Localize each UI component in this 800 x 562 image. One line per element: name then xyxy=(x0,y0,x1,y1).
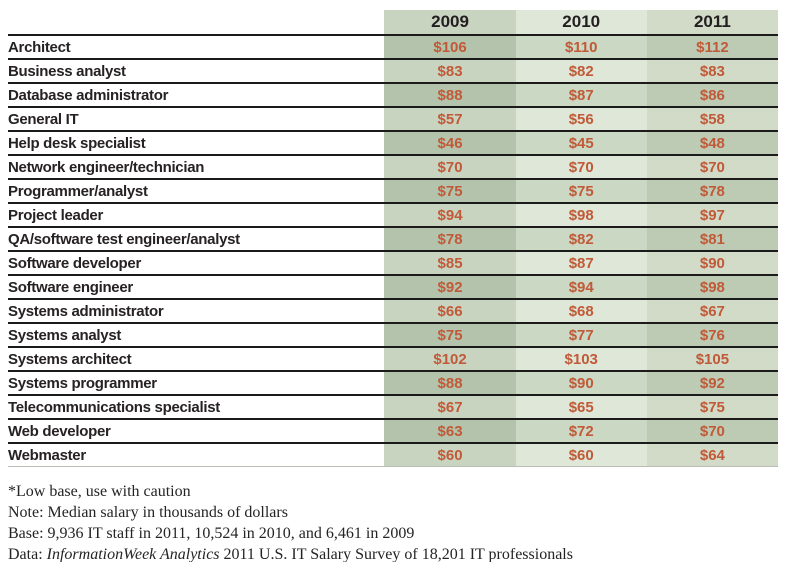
salary-cell: $90 xyxy=(647,251,778,275)
table-row xyxy=(8,227,778,251)
salary-cell: $97 xyxy=(647,203,778,227)
footnote-base-sizes: Base: 9,936 IT staff in 2011, 10,524 in 2010, and 6,461 in 2009 xyxy=(8,525,415,542)
salary-cell: $87 xyxy=(516,83,647,107)
table-row xyxy=(8,443,778,467)
table-row xyxy=(8,299,778,323)
salary-cell: $70 xyxy=(647,155,778,179)
table-header-row xyxy=(8,10,778,35)
table-row xyxy=(8,371,778,395)
row-label: Business analyst xyxy=(8,59,384,83)
salary-cell: $57 xyxy=(384,107,515,131)
salary-cell: $77 xyxy=(516,323,647,347)
salary-cell: $92 xyxy=(647,371,778,395)
row-label: QA/software test engineer/analyst xyxy=(8,227,384,251)
row-label: Database administrator xyxy=(8,83,384,107)
row-label: Software developer xyxy=(8,251,384,275)
salary-cell: $98 xyxy=(647,275,778,299)
salary-cell: $98 xyxy=(516,203,647,227)
row-label: Systems architect xyxy=(8,347,384,371)
row-label: Systems administrator xyxy=(8,299,384,323)
row-label: Web developer xyxy=(8,419,384,443)
salary-cell: $85 xyxy=(384,251,515,275)
year-header-2011: 2011 xyxy=(647,10,778,35)
row-label: Webmaster xyxy=(8,443,384,467)
salary-cell: $106 xyxy=(384,35,515,59)
salary-cell: $83 xyxy=(647,59,778,83)
salary-cell: $88 xyxy=(384,83,515,107)
table-row xyxy=(8,83,778,107)
salary-cell: $82 xyxy=(516,59,647,83)
salary-cell: $66 xyxy=(384,299,515,323)
salary-table xyxy=(8,10,778,467)
salary-cell: $102 xyxy=(384,347,515,371)
year-header-2009: 2009 xyxy=(384,10,515,35)
row-label: Help desk specialist xyxy=(8,131,384,155)
data-source-publication: InformationWeek Analytics xyxy=(46,546,220,562)
salary-cell: $48 xyxy=(647,131,778,155)
data-source-suffix: 2011 U.S. IT Salary Survey of 18,201 IT professionals xyxy=(219,546,573,562)
salary-cell: $81 xyxy=(647,227,778,251)
year-header-2010: 2010 xyxy=(516,10,647,35)
table-row xyxy=(8,155,778,179)
salary-cell: $94 xyxy=(516,275,647,299)
salary-cell: $78 xyxy=(647,179,778,203)
salary-cell: $64 xyxy=(647,443,778,467)
salary-cell: $112 xyxy=(647,35,778,59)
row-label: Telecommunications specialist xyxy=(8,395,384,419)
salary-cell: $60 xyxy=(384,443,515,467)
table-row xyxy=(8,35,778,59)
salary-cell: $70 xyxy=(647,419,778,443)
table-row xyxy=(8,107,778,131)
salary-cell: $75 xyxy=(384,323,515,347)
table-row xyxy=(8,323,778,347)
footnote-data-source xyxy=(8,544,800,562)
table-row xyxy=(8,59,778,83)
salary-cell: $70 xyxy=(384,155,515,179)
row-label: Network engineer/technician xyxy=(8,155,384,179)
salary-cell: $110 xyxy=(516,35,647,59)
footnote-median-note: Note: Median salary in thousands of dollars xyxy=(8,504,288,521)
salary-cell: $65 xyxy=(516,395,647,419)
table-row xyxy=(8,251,778,275)
salary-cell: $67 xyxy=(384,395,515,419)
table-row xyxy=(8,419,778,443)
row-label: Project leader xyxy=(8,203,384,227)
salary-cell: $46 xyxy=(384,131,515,155)
salary-cell: $75 xyxy=(384,179,515,203)
salary-cell: $67 xyxy=(647,299,778,323)
salary-cell: $45 xyxy=(516,131,647,155)
data-source-prefix: Data: xyxy=(8,546,47,562)
table-row xyxy=(8,395,778,419)
salary-cell: $83 xyxy=(384,59,515,83)
table-row xyxy=(8,275,778,299)
salary-cell: $58 xyxy=(647,107,778,131)
salary-cell: $63 xyxy=(384,419,515,443)
row-label: Architect xyxy=(8,35,384,59)
salary-cell: $105 xyxy=(647,347,778,371)
row-label: Software engineer xyxy=(8,275,384,299)
salary-cell: $90 xyxy=(516,371,647,395)
salary-cell: $72 xyxy=(516,419,647,443)
salary-cell: $70 xyxy=(516,155,647,179)
table-row xyxy=(8,179,778,203)
salary-cell: $60 xyxy=(516,443,647,467)
salary-cell: $78 xyxy=(384,227,515,251)
table-row xyxy=(8,131,778,155)
salary-cell: $103 xyxy=(516,347,647,371)
row-label: General IT xyxy=(8,107,384,131)
header-empty-cell xyxy=(8,10,384,35)
footnotes-block xyxy=(8,481,800,562)
salary-cell: $94 xyxy=(384,203,515,227)
salary-cell: $75 xyxy=(516,179,647,203)
salary-cell: $87 xyxy=(516,251,647,275)
row-label: Systems programmer xyxy=(8,371,384,395)
salary-cell: $86 xyxy=(647,83,778,107)
table-row xyxy=(8,203,778,227)
salary-cell: $82 xyxy=(516,227,647,251)
salary-cell: $88 xyxy=(384,371,515,395)
salary-cell: $56 xyxy=(516,107,647,131)
salary-cell: $75 xyxy=(647,395,778,419)
footnote-low-base: *Low base, use with caution xyxy=(8,483,191,500)
salary-cell: $68 xyxy=(516,299,647,323)
row-label: Programmer/analyst xyxy=(8,179,384,203)
table-row xyxy=(8,347,778,371)
row-label: Systems analyst xyxy=(8,323,384,347)
salary-cell: $76 xyxy=(647,323,778,347)
salary-cell: $92 xyxy=(384,275,515,299)
